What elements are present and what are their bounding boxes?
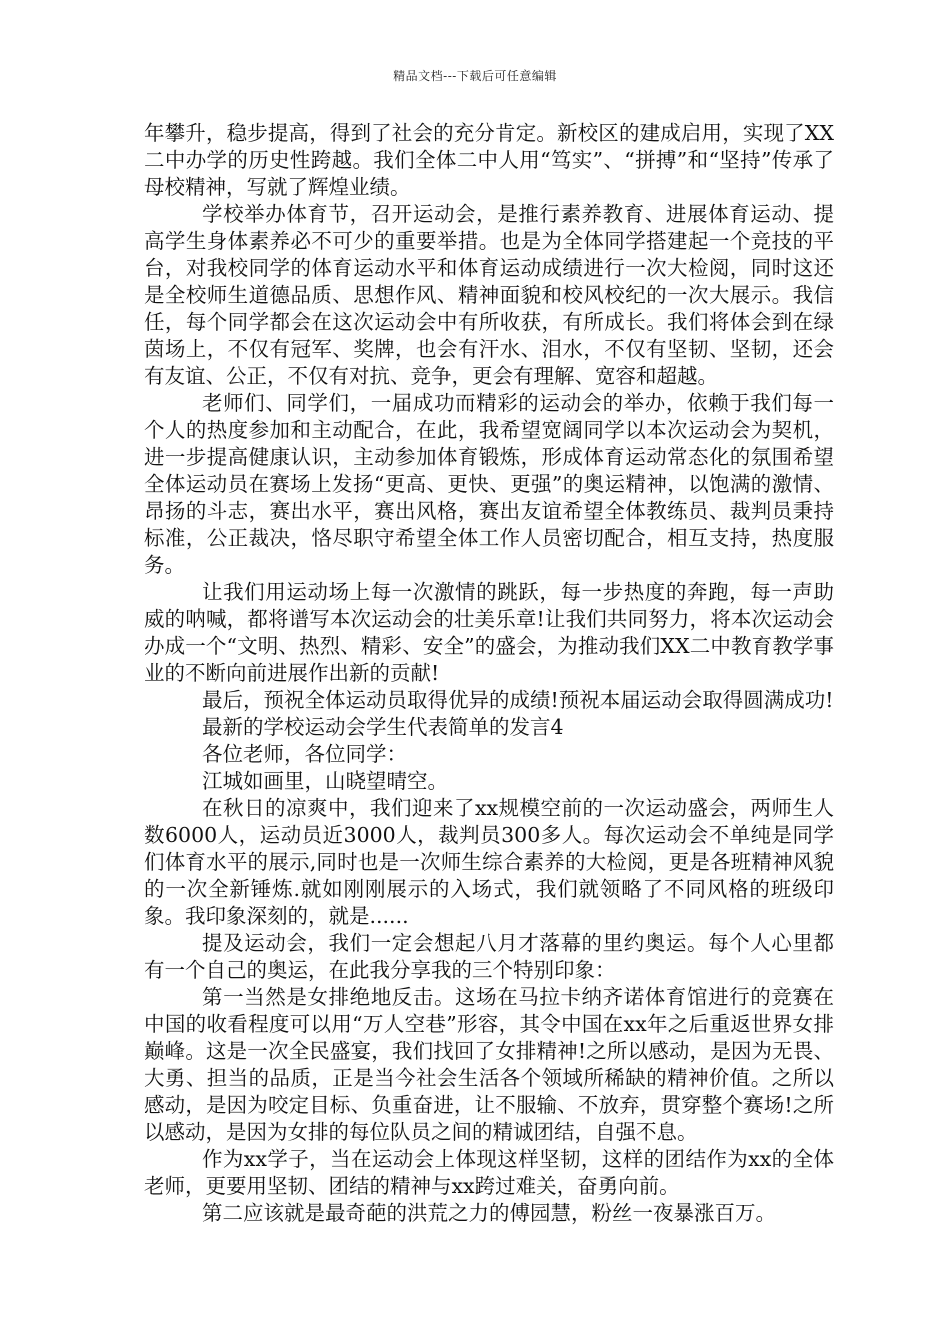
paragraph: 年攀升，稳步提高，得到了社会的充分肯定。新校区的建成启用，实现了XX二中办学的历史性跨越。我们全体二中人用“笃实”、“拼搏”和“坚持”传承了母校精神，写就了辉煌业绩。 bbox=[144, 121, 834, 199]
paragraph: 学校举办体育节，召开运动会，是推行素养教育、进展体育运动、提高学生身体素养必不可少的重要举措。也是为全体同学搭建起一个竞技的平台，对我校同学的体育运动水平和体育运动成绩进行一次大检阅，同时这还是全校师生道德品质、思想作风、精神面貌和校风校纪的一次大展示。我信任，每个同学都会在这次运动会中有所收获，有所成长。我们将体会到在绿茵场上，不仅有冠军、奖牌，也会有汗水、泪水，不仅有坚韧、坚韧，还会有友谊、公正，不仅有对抗、竞争，更会有理解、宽容和超越。 bbox=[144, 202, 834, 388]
paragraph: 第二应该就是最奇葩的洪荒之力的傅园慧，粉丝一夜暴涨百万。 bbox=[202, 1201, 776, 1225]
salutation: 各位老师，各位同学： bbox=[202, 742, 407, 766]
page-header-note: 精品文档---下载后可任意编辑 bbox=[393, 69, 557, 83]
paragraph: 老师们、同学们，一届成功而精彩的运动会的举办，依赖于我们每一个人的热度参加和主动配合，在此，我希望宽阔同学以本次运动会为契机，进一步提高健康认识，主动参加体育锻炼，形成体育运动常态化的氛围希望全体运动员在赛场上发扬“更高、更快、更强”的奥运精神，以饱满的激情、昂扬的斗志，赛出水平，赛出风格，赛出友谊希望全体教练员、裁判员秉持标准，公正裁决，恪尽职守希望全体工作人员密切配合，相互支持，热度服务。 bbox=[144, 391, 834, 577]
document-body bbox=[144, 120, 834, 1227]
paragraph: 作为xx学子，当在运动会上体现这样坚韧，这样的团结作为xx的全体老师，更要用坚韧、团结的精神与xx跨过难关，奋勇向前。 bbox=[144, 1147, 834, 1198]
section-title: 最新的学校运动会学生代表简单的发言4 bbox=[202, 715, 564, 739]
paragraph: 提及运动会，我们一定会想起八月才落幕的里约奥运。每个人心里都有一个自己的奥运，在此我分享我的三个特别印象： bbox=[144, 931, 834, 982]
paragraph: 最后，预祝全体运动员取得优异的成绩!预祝本届运动会取得圆满成功! bbox=[202, 688, 834, 712]
paragraph: 在秋日的凉爽中，我们迎来了xx规模空前的一次运动盛会，两师生人数6000人，运动员近3000人，裁判员300多人。每次运动会不单纯是同学们体育水平的展示,同时也是一次师生综合素养的大检阅，更是各班精神风貌的一次全新锤炼.就如刚刚展示的入场式，我们就领略了不同风格的班级印象。我印象深刻的，就是...... bbox=[144, 796, 834, 928]
paragraph: 第一当然是女排绝地反击。这场在马拉卡纳齐诺体育馆进行的竞赛在中国的收看程度可以用“万人空巷”形容，其令中国在xx年之后重返世界女排巅峰。这是一次全民盛宴，我们找回了女排精神!之所以感动，是因为无畏、大勇、担当的品质，正是当今社会生活各个领域所稀缺的精神价值。之所以感动，是因为咬定目标、负重奋进，让不服输、不放弃，贯穿整个赛场!之所以感动，是因为女排的每位队员之间的精诚团结，自强不息。 bbox=[144, 985, 834, 1144]
paragraph: 让我们用运动场上每一次激情的跳跃，每一步热度的奔跑，每一声助威的呐喊，都将谱写本次运动会的壮美乐章!让我们共同努力，将本次运动会办成一个“文明、热烈、精彩、安全”的盛会，为推动我们XX二中教育教学事业的不断向前进展作出新的贡献! bbox=[144, 580, 834, 685]
paragraph: 江城如画里，山晓望晴空。 bbox=[202, 769, 448, 793]
